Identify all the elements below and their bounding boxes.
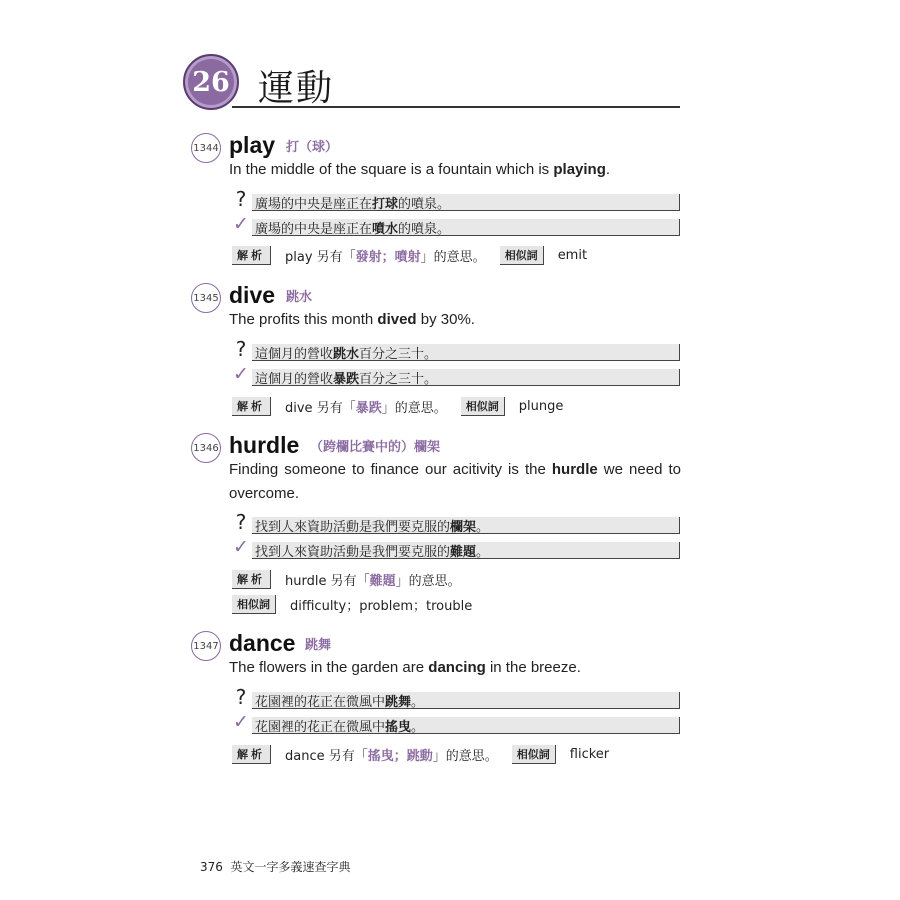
synonym-text: flicker — [569, 747, 610, 762]
synonym-tag: 相似詞 — [512, 745, 556, 764]
analysis-row: 解析 dive 另有「 暴跌 」的意思。 相似詞 plunge — [232, 397, 563, 416]
translation-text: 花園裡的花正在微風中跳舞。 — [255, 695, 425, 710]
entry-number: 1345 — [191, 283, 221, 313]
example-sentence: The profits this month dived by 30%. — [229, 311, 475, 328]
correct-translation — [232, 711, 680, 735]
entry-word: play — [229, 132, 276, 158]
correct-translation — [232, 536, 680, 560]
question-mark-icon: ? — [235, 337, 247, 361]
wrong-translation — [232, 187, 680, 212]
chapter-number: 26 — [192, 66, 230, 98]
entry-meaning: 打（球） — [286, 140, 339, 155]
entry-word: hurdle — [229, 432, 300, 458]
translation-text: 這個月的營收跳水百分之三十。 — [255, 347, 438, 362]
wrong-translation — [232, 685, 680, 710]
entry-word: dive — [229, 282, 276, 308]
synonym-tag: 相似詞 — [461, 397, 505, 416]
analysis-row: 解析 dance 另有「 搖曳；跳動 」的意思。 相似詞 flicker — [232, 745, 609, 764]
synonym-text: emit — [557, 248, 588, 263]
page-footer — [200, 858, 351, 875]
translation-text: 找到人來資助活動是我們要克服的欄架。 — [255, 520, 490, 535]
wrong-translation — [232, 337, 680, 362]
example-sentence: Finding someone to finance our acitivity is the hurdle we need to overcome. — [229, 461, 681, 502]
analysis-tag: 解析 — [232, 745, 271, 764]
entry-number: 1347 — [191, 631, 221, 661]
check-mark-icon: ✓ — [233, 363, 249, 385]
translation-text: 這個月的營收暴跌百分之三十。 — [255, 372, 438, 387]
entry-meaning: 跳舞 — [305, 638, 332, 653]
analysis-tag: 解析 — [232, 570, 271, 589]
question-mark-icon: ? — [235, 510, 247, 534]
chapter-title: 運動 — [258, 68, 335, 109]
entry-number: 1346 — [191, 433, 221, 463]
chapter-number-badge — [183, 54, 239, 110]
translation-text: 花園裡的花正在微風中搖曳。 — [255, 720, 425, 735]
translation-text: 廣場的中央是座正在打球的噴泉。 — [255, 197, 451, 212]
check-mark-icon: ✓ — [233, 536, 249, 558]
book-title: 英文一字多義速查字典 — [230, 860, 351, 874]
translation-text: 廣場的中央是座正在噴水的噴泉。 — [255, 222, 451, 237]
example-sentence: In the middle of the square is a fountain which is playing. — [229, 161, 611, 178]
synonym-tag: 相似詞 — [500, 246, 544, 265]
synonym-text: plunge — [518, 399, 564, 414]
check-mark-icon: ✓ — [233, 711, 249, 733]
entry-word: dance — [229, 630, 296, 656]
question-mark-icon: ? — [235, 685, 247, 709]
question-mark-icon: ? — [235, 187, 247, 211]
wrong-translation — [232, 510, 680, 535]
entry-meaning: 跳水 — [286, 290, 313, 305]
example-sentence: The flowers in the garden are dancing in the breeze. — [229, 659, 581, 676]
entry-meaning: （跨欄比賽中的）欄架 — [310, 440, 441, 455]
page-number: 376 — [200, 860, 223, 874]
translation-text: 找到人來資助活動是我們要克服的難題。 — [255, 545, 490, 560]
analysis-row: 解析 hurdle 另有「 難題 」的意思。 — [232, 570, 461, 589]
correct-translation — [232, 363, 680, 387]
check-mark-icon: ✓ — [233, 213, 249, 235]
synonym-row — [232, 595, 472, 614]
analysis-row: 解析 play 另有「 發射；噴射 」的意思。 相似詞 emit — [232, 246, 587, 265]
chapter-rule — [232, 106, 680, 108]
analysis-tag: 解析 — [232, 246, 271, 265]
synonym-tag: 相似詞 — [232, 595, 276, 614]
synonym-text: difficulty；problem；trouble — [290, 599, 473, 614]
correct-translation — [232, 213, 680, 237]
entry-number: 1344 — [191, 133, 221, 163]
analysis-tag: 解析 — [232, 397, 271, 416]
